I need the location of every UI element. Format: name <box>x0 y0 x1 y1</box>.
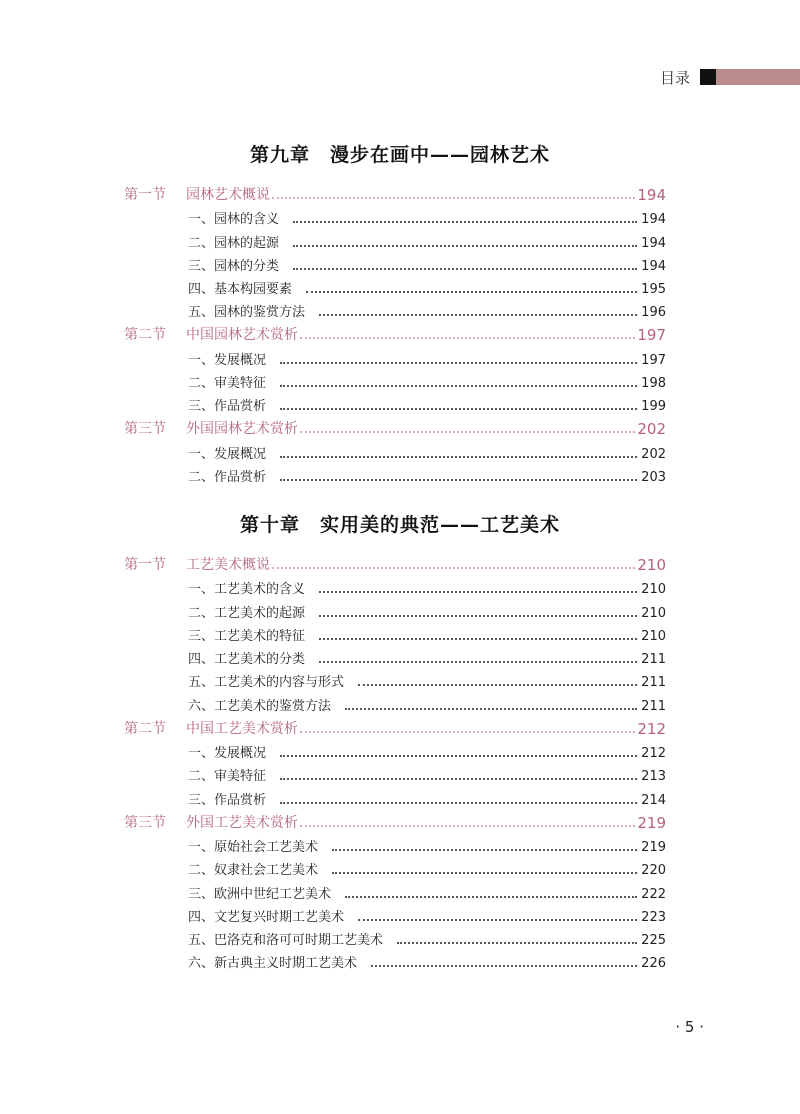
item-title: 二、奴隶社会工艺美术 <box>188 863 319 879</box>
item-title: 四、工艺美术的分类 <box>188 652 306 668</box>
header-square-marker <box>700 69 716 85</box>
item-title: 一、发展概况 <box>188 352 267 368</box>
toc-item-entry[interactable] <box>124 438 666 461</box>
item-page-number: 226 <box>641 956 666 972</box>
header-accent-bar <box>716 69 800 85</box>
toc-item-entry[interactable] <box>124 227 666 250</box>
dot-leader <box>280 446 637 458</box>
section-title: 中国工艺美术赏析 <box>186 720 298 737</box>
item-title: 一、原始社会工艺美术 <box>188 839 319 855</box>
item-page-number: 210 <box>641 628 666 644</box>
item-page-number: 194 <box>641 258 666 274</box>
item-page-number: 210 <box>641 582 666 598</box>
toc-item-entry[interactable] <box>124 297 666 320</box>
toc-item-entry[interactable] <box>124 391 666 414</box>
dot-leader <box>280 352 637 364</box>
page-number: · 5 · <box>675 1018 704 1036</box>
section-page-number: 194 <box>637 186 666 204</box>
toc-item-entry[interactable] <box>124 878 666 901</box>
item-title: 一、发展概况 <box>188 746 267 762</box>
dot-leader <box>272 187 635 199</box>
item-title: 一、发展概况 <box>188 446 267 462</box>
chapter-title: 第十章 实用美的典范——工艺美术 <box>239 514 560 536</box>
toc-item-entry[interactable] <box>124 761 666 784</box>
item-page-number: 195 <box>641 282 666 298</box>
toc-section-entry[interactable] <box>124 414 666 438</box>
toc-item-entry[interactable] <box>124 855 666 878</box>
dot-leader <box>397 932 637 944</box>
section-number: 第一节 <box>124 187 166 203</box>
item-page-number: 194 <box>641 212 666 228</box>
item-title: 一、园林的含义 <box>188 212 280 228</box>
section-page-number: 212 <box>637 719 666 738</box>
chapter-title: 第九章 漫步在画中——园林艺术 <box>249 144 550 166</box>
toc-item-entry[interactable] <box>124 597 666 620</box>
item-page-number: 220 <box>641 863 666 879</box>
toc-item-entry[interactable] <box>124 690 666 713</box>
item-title: 五、巴洛克和洛可可时期工艺美术 <box>188 933 384 949</box>
section-title: 外国工艺美术赏析 <box>186 814 298 831</box>
item-title: 四、基本构园要素 <box>188 282 293 298</box>
section-page-number: 210 <box>637 556 666 574</box>
toc-section-entry[interactable] <box>124 714 666 738</box>
dot-leader <box>332 839 637 851</box>
chapter-toc-list <box>124 180 666 485</box>
toc-section-entry[interactable] <box>124 180 666 204</box>
dot-leader <box>293 258 637 270</box>
item-title: 四、文艺复兴时期工艺美术 <box>188 909 345 925</box>
dot-leader <box>280 745 637 757</box>
dot-leader <box>293 235 637 247</box>
item-page-number: 211 <box>641 698 666 714</box>
dot-leader <box>332 862 637 874</box>
header-label: 目录 <box>659 68 690 87</box>
item-page-number: 210 <box>641 605 666 621</box>
dot-leader <box>319 651 637 663</box>
item-page-number: 219 <box>641 839 666 855</box>
section-page-number: 219 <box>637 813 666 832</box>
dot-leader <box>280 792 637 804</box>
item-title: 五、工艺美术的内容与形式 <box>188 675 345 691</box>
item-page-number: 198 <box>641 376 666 392</box>
section-page-number: 197 <box>637 326 666 345</box>
dot-leader <box>319 581 637 593</box>
item-title: 三、作品赏析 <box>188 399 267 415</box>
dot-leader <box>300 815 635 827</box>
item-title: 二、工艺美术的起源 <box>188 605 306 621</box>
toc-item-entry[interactable] <box>124 925 666 948</box>
item-page-number: 211 <box>641 652 666 668</box>
item-title: 一、工艺美术的含义 <box>188 582 306 598</box>
toc-item-entry[interactable] <box>124 274 666 297</box>
section-title: 工艺美术概说 <box>186 557 270 573</box>
dot-leader <box>306 281 637 293</box>
toc-section-entry[interactable] <box>124 320 666 344</box>
item-title: 三、欧洲中世纪工艺美术 <box>188 886 332 902</box>
dot-leader <box>280 469 637 481</box>
item-title: 二、作品赏析 <box>188 469 267 485</box>
dot-leader <box>358 674 637 686</box>
section-number: 第二节 <box>124 327 166 344</box>
dot-leader <box>358 909 637 921</box>
item-page-number: 199 <box>641 399 666 415</box>
item-title: 三、园林的分类 <box>188 258 280 274</box>
toc-item-entry[interactable] <box>124 368 666 391</box>
toc-item-entry[interactable] <box>124 462 666 485</box>
section-number: 第一节 <box>124 557 166 573</box>
dot-leader <box>272 557 635 569</box>
item-title: 三、工艺美术的特征 <box>188 628 306 644</box>
toc-item-entry[interactable] <box>124 251 666 274</box>
toc-item-entry[interactable] <box>124 948 666 971</box>
item-title: 二、审美特征 <box>188 376 267 392</box>
section-number: 第二节 <box>124 720 166 737</box>
dot-leader <box>319 304 637 316</box>
dot-leader <box>300 421 635 433</box>
section-title: 中国园林艺术赏析 <box>186 327 298 344</box>
item-page-number: 197 <box>641 352 666 368</box>
dot-leader <box>293 211 637 223</box>
item-title: 二、审美特征 <box>188 769 267 785</box>
section-title: 外国园林艺术赏析 <box>186 421 298 438</box>
dot-leader <box>319 605 637 617</box>
dot-leader <box>345 698 637 710</box>
item-title: 六、工艺美术的鉴赏方法 <box>188 698 332 714</box>
dot-leader <box>280 398 637 410</box>
item-title: 二、园林的起源 <box>188 235 280 251</box>
item-title: 六、新古典主义时期工艺美术 <box>188 956 358 972</box>
section-title: 园林艺术概说 <box>186 187 270 203</box>
item-page-number: 223 <box>641 909 666 925</box>
item-title: 五、园林的鉴赏方法 <box>188 305 306 321</box>
item-page-number: 196 <box>641 305 666 321</box>
dot-leader <box>300 721 635 733</box>
toc-section-entry[interactable] <box>124 808 666 832</box>
toc-item-entry[interactable] <box>124 784 666 807</box>
dot-leader <box>319 628 637 640</box>
chapter-toc-list <box>124 550 666 971</box>
dot-leader <box>371 955 637 967</box>
dot-leader <box>300 327 635 339</box>
item-page-number: 202 <box>641 446 666 462</box>
dot-leader <box>280 375 637 387</box>
running-header <box>660 66 800 88</box>
toc-item-entry[interactable] <box>124 204 666 227</box>
dot-leader <box>280 768 637 780</box>
toc-item-entry[interactable] <box>124 832 666 855</box>
item-page-number: 194 <box>641 235 666 251</box>
item-page-number: 222 <box>641 886 666 902</box>
toc-item-entry[interactable] <box>124 621 666 644</box>
section-number: 第三节 <box>124 421 166 438</box>
item-page-number: 214 <box>641 792 666 808</box>
item-page-number: 212 <box>641 746 666 762</box>
item-page-number: 213 <box>641 769 666 785</box>
toc-item-entry[interactable] <box>124 574 666 597</box>
item-page-number: 203 <box>641 469 666 485</box>
toc-item-entry[interactable] <box>124 344 666 367</box>
toc-item-entry[interactable] <box>124 644 666 667</box>
toc-item-entry[interactable] <box>124 738 666 761</box>
item-page-number: 225 <box>641 933 666 949</box>
toc-item-entry[interactable] <box>124 667 666 690</box>
item-title: 三、作品赏析 <box>188 792 267 808</box>
item-page-number: 211 <box>641 675 666 691</box>
toc-section-entry[interactable] <box>124 550 666 574</box>
dot-leader <box>345 886 637 898</box>
toc-item-entry[interactable] <box>124 902 666 925</box>
section-number: 第三节 <box>124 814 166 831</box>
section-page-number: 202 <box>637 420 666 439</box>
